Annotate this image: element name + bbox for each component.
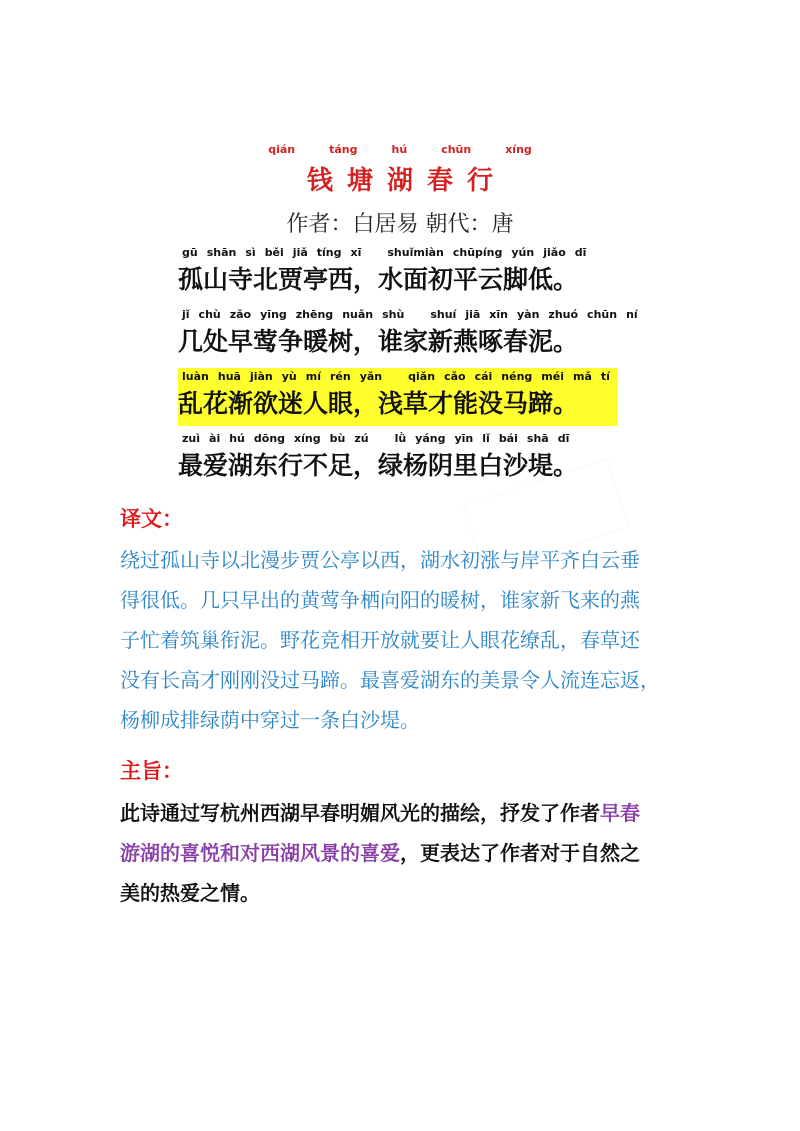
translation-body — [120, 540, 700, 740]
pinyin-syllable: gū — [182, 246, 198, 259]
pinyin-syllable: zhēng — [295, 308, 334, 321]
pinyin-syllable: chūn — [587, 308, 618, 321]
pinyin-syllable: jiā — [465, 308, 481, 321]
pinyin-syllable: lǐ — [482, 432, 490, 445]
poem-body — [178, 244, 638, 492]
pinyin-syllable: xíng — [294, 432, 321, 445]
theme-text: 美的热爱之情。 — [120, 881, 260, 905]
title-pinyin-syllable: hú — [391, 143, 408, 156]
translation-line: 子忙着筑巢衔泥。野花竞相开放就要让人眼花缭乱，春草还 — [120, 628, 640, 652]
translation-line: 杨柳成排绿荫中穿过一条白沙堤。 — [120, 708, 420, 732]
theme-line — [120, 793, 700, 833]
pinyin-syllable: shān — [206, 246, 237, 259]
pinyin-syllable: shù — [382, 308, 405, 321]
pinyin-syllable: jǐ — [182, 308, 190, 321]
theme-body — [120, 793, 700, 913]
theme-heading: 主旨： — [120, 759, 183, 783]
pinyin-syllable: yún — [511, 246, 535, 259]
pinyin-first-half — [182, 430, 369, 448]
pinyin-syllable: cái — [474, 370, 493, 383]
poem-line — [178, 306, 638, 364]
pinyin-syllable: jiǎo — [543, 246, 566, 259]
pinyin-syllable: shā — [526, 432, 549, 445]
pinyin-second-half — [408, 368, 610, 386]
author-dynasty-line: 作者：白居易 朝代：唐 — [286, 212, 514, 237]
pinyin-syllable: yǎn — [359, 370, 383, 383]
pinyin-syllable: zǎo — [229, 308, 252, 321]
pinyin-syllable: xī — [350, 246, 362, 259]
pinyin-second-half — [395, 430, 570, 448]
poem-pinyin-row — [178, 306, 638, 324]
pinyin-syllable: cǎo — [444, 370, 466, 383]
pinyin-syllable: xīn — [489, 308, 508, 321]
poem-line — [178, 244, 618, 302]
pinyin-second-half — [387, 244, 586, 262]
title-pinyin-row — [0, 142, 800, 158]
poem-pinyin-row — [178, 368, 618, 386]
pinyin-first-half — [182, 368, 382, 386]
pinyin-syllable: qiǎn — [408, 370, 436, 383]
title-pinyin-syllable: táng — [329, 143, 358, 156]
pinyin-syllable: chù — [198, 308, 221, 321]
pinyin-second-half — [430, 306, 637, 324]
pinyin-syllable: zú — [354, 432, 369, 445]
pinyin-syllable: bù — [329, 432, 346, 445]
pinyin-syllable: dōng — [253, 432, 286, 445]
pinyin-syllable: běi — [264, 246, 284, 259]
poem-title: 钱塘湖春行 — [306, 166, 507, 196]
poem-line-text: 孤山寺北贾亭西，水面初平云脚低。 — [178, 265, 579, 294]
poem-pinyin-row — [178, 244, 618, 262]
theme-line — [120, 833, 700, 873]
poem-title-block — [0, 142, 800, 197]
pinyin-syllable: yù — [281, 370, 297, 383]
translation-heading: 译文： — [120, 507, 183, 531]
pinyin-syllable: chūpíng — [452, 246, 503, 259]
poem-line-highlighted — [178, 368, 618, 426]
theme-text: ，更表达了作者对于自然之 — [400, 841, 640, 865]
pinyin-syllable: jiǎ — [292, 246, 308, 259]
pinyin-syllable: mí — [305, 370, 321, 383]
theme-accent-text: 早春 — [600, 801, 640, 825]
pinyin-syllable: rén — [330, 370, 351, 383]
pinyin-first-half — [182, 244, 361, 262]
pinyin-syllable: bái — [498, 432, 518, 445]
title-pinyin-syllable: qián — [268, 143, 296, 156]
pinyin-syllable: mǎ — [573, 370, 592, 383]
pinyin-syllable: néng — [501, 370, 533, 383]
pinyin-syllable: dī — [557, 432, 570, 445]
pinyin-syllable: luàn — [182, 370, 209, 383]
poem-line-text: 最爱湖东行不足，绿杨阴里白沙堤。 — [178, 451, 579, 480]
pinyin-syllable: zuì — [182, 432, 201, 445]
translation-line: 没有长高才刚刚没过马蹄。最喜爱湖东的美景令人流连忘返， — [120, 668, 660, 692]
translation-line: 得很低。几只早出的黄莺争栖向阳的暖树，谁家新飞来的燕 — [120, 588, 640, 612]
pinyin-syllable: jiàn — [249, 370, 273, 383]
pinyin-syllable: ài — [209, 432, 221, 445]
pinyin-syllable: shuǐmiàn — [387, 246, 444, 259]
theme-text: 此诗通过写杭州西湖早春明媚风光的描绘，抒发了作者 — [120, 801, 600, 825]
pinyin-syllable: dī — [574, 246, 587, 259]
theme-line — [120, 873, 700, 913]
pinyin-syllable: ní — [626, 308, 638, 321]
poem-line-text: 几处早莺争暖树，谁家新燕啄春泥。 — [178, 327, 579, 356]
pinyin-syllable: nuǎn — [342, 308, 374, 321]
pinyin-syllable: tíng — [316, 246, 342, 259]
poem-pinyin-row — [178, 430, 618, 448]
pinyin-syllable: tí — [600, 370, 610, 383]
pinyin-syllable: huā — [217, 370, 241, 383]
pinyin-syllable: yīng — [260, 308, 287, 321]
translation-line: 绕过孤山寺以北漫步贾公亭以西，湖水初涨与岸平齐白云垂 — [120, 548, 640, 572]
pinyin-syllable: yáng — [415, 432, 446, 445]
pinyin-syllable: zhuó — [548, 308, 579, 321]
pinyin-syllable: sì — [245, 246, 256, 259]
pinyin-syllable: shuí — [430, 308, 457, 321]
pinyin-first-half — [182, 306, 404, 324]
title-pinyin-syllable: chūn — [441, 143, 472, 156]
pinyin-syllable: yàn — [516, 308, 540, 321]
poem-line-text: 乱花渐欲迷人眼，浅草才能没马蹄。 — [178, 389, 579, 418]
pinyin-syllable: méi — [541, 370, 564, 383]
pinyin-syllable: yīn — [454, 432, 474, 445]
pinyin-syllable: hú — [229, 432, 245, 445]
theme-accent-text: 游湖的喜悦和对西湖风景的喜爱 — [120, 841, 400, 865]
pinyin-syllable: lǜ — [394, 432, 407, 445]
title-pinyin-syllable: xíng — [505, 143, 532, 156]
poem-line — [178, 430, 618, 488]
